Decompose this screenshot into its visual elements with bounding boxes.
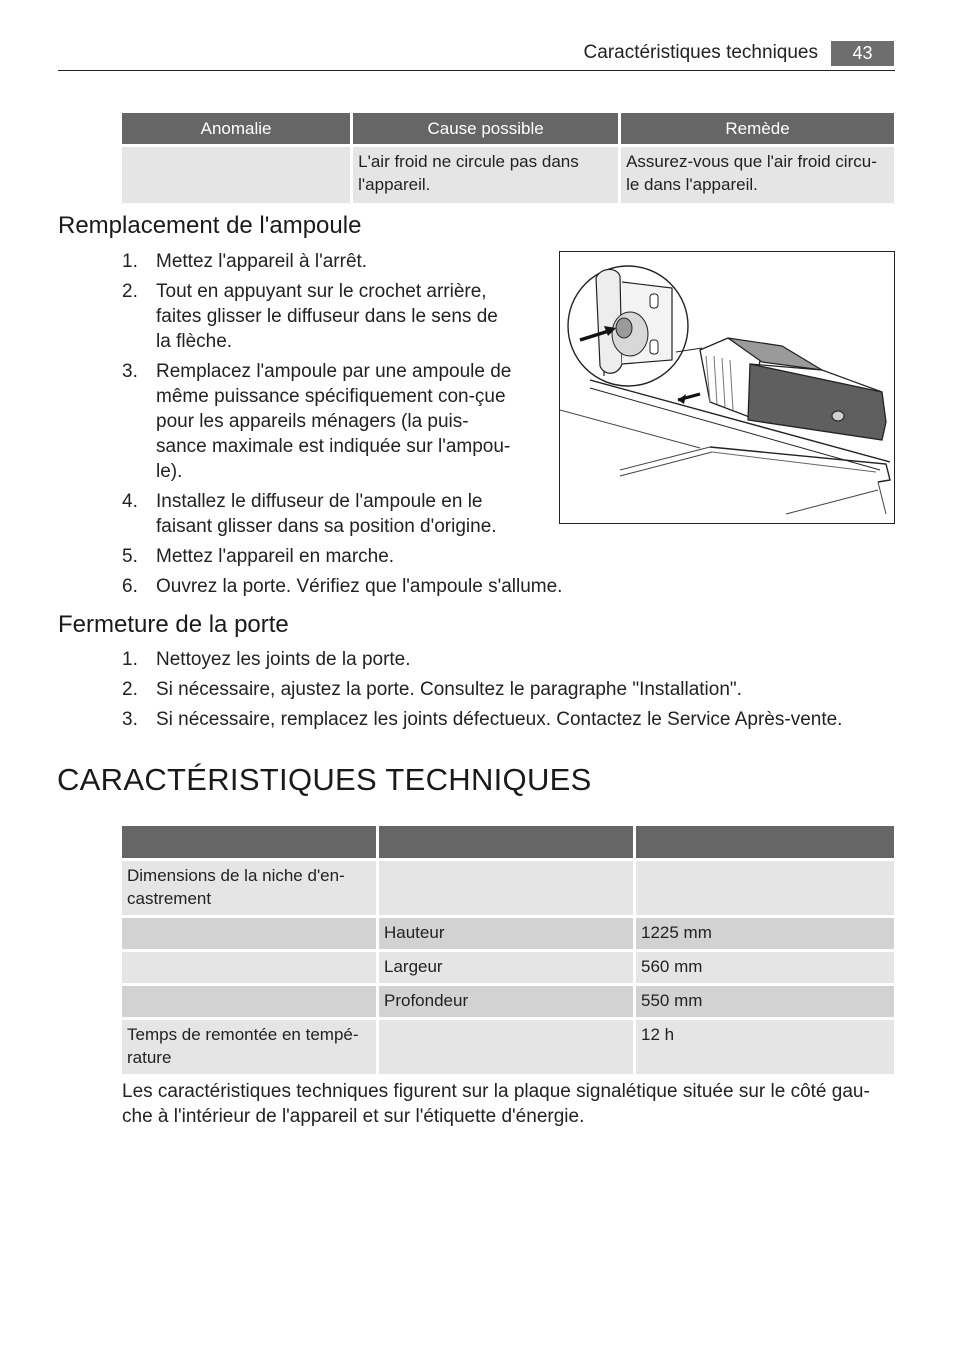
ampoule-steps-list (122, 249, 582, 604)
page-title: CARACTÉRISTIQUES TECHNIQUES (57, 762, 592, 797)
running-header-title: Caractéristiques techniques (583, 42, 818, 63)
page-number: 43 (831, 41, 894, 66)
troubleshooting-table (119, 110, 897, 206)
section-heading-ampoule: Remplacement de l'ampoule (58, 212, 362, 239)
list-item: 1. Nettoyez les joints de la porte. (122, 649, 411, 670)
porte-steps-list (122, 647, 902, 737)
table-cell (379, 1020, 633, 1074)
table-row (122, 986, 894, 1017)
table-row (122, 952, 894, 983)
table-header-row (122, 826, 894, 858)
table-cell (122, 147, 350, 203)
table-header-cell (636, 826, 894, 858)
table-cell: Assurez-vous que l'air froid circu-le dans l'appareil. (621, 147, 894, 203)
table-cell: Largeur (379, 952, 633, 983)
table-header-cell (379, 826, 633, 858)
table-header-cell: Remède (621, 113, 894, 144)
list-item: 6. Ouvrez la porte. Vérifiez que l'ampoule s'allume. (122, 576, 563, 597)
list-item: 5. Mettez l'appareil en marche. (122, 546, 395, 567)
table-cell: 12 h (636, 1020, 894, 1074)
table-cell (122, 952, 376, 983)
table-cell: 560 mm (636, 952, 894, 983)
table-cell: L'air froid ne circule pas dans l'appareil. (353, 147, 618, 203)
table-cell (122, 986, 376, 1017)
table-cell: Profondeur (379, 986, 633, 1017)
table-cell: Dimensions de la niche d'en-castrement (122, 861, 376, 915)
table-cell (379, 861, 633, 915)
lamp-diffuser-drawing (560, 252, 894, 523)
table-header-cell: Anomalie (122, 113, 350, 144)
lamp-diffuser-illustration (559, 251, 895, 524)
list-item: 1. Mettez l'appareil à l'arrêt. (122, 251, 368, 272)
table-header-row (122, 113, 894, 144)
table-row (122, 918, 894, 949)
table-row (122, 1020, 894, 1074)
table-cell: 550 mm (636, 986, 894, 1017)
table-row (122, 147, 894, 203)
table-header-cell: Cause possible (353, 113, 618, 144)
table-cell: Hauteur (379, 918, 633, 949)
table-cell (636, 861, 894, 915)
list-item: 4. Installez le diffuseur de l'ampoule en le faisant glisser dans sa position d'origine. (122, 491, 497, 537)
specs-table (119, 823, 897, 1077)
header-rule (58, 70, 895, 71)
list-item: 3. Remplacez l'ampoule par une ampoule de même puissance spécifiquement con-çue pour les appareils ménagers (la puis-sance maximale est indiquée sur l'ampou-le). (122, 361, 512, 482)
table-header-cell (122, 826, 376, 858)
table-cell: 1225 mm (636, 918, 894, 949)
specs-note: Les caractéristiques techniques figurent sur la plaque signalétique située sur le côté gau-che à l'intérieur de l'appareil et sur l'étiquette d'énergie. (122, 1081, 870, 1127)
section-heading-porte: Fermeture de la porte (58, 611, 289, 638)
table-row (122, 861, 894, 915)
list-item: 2. Tout en appuyant sur le crochet arrière, faites glisser le diffuseur dans le sens de la flèche. (122, 281, 498, 352)
list-item: 3. Si nécessaire, remplacez les joints défectueux. Contactez le Service Après-vente. (122, 709, 843, 730)
list-item: 2. Si nécessaire, ajustez la porte. Consultez le paragraphe "Installation". (122, 679, 742, 700)
table-cell: Temps de remontée en tempé-rature (122, 1020, 376, 1074)
table-cell (122, 918, 376, 949)
